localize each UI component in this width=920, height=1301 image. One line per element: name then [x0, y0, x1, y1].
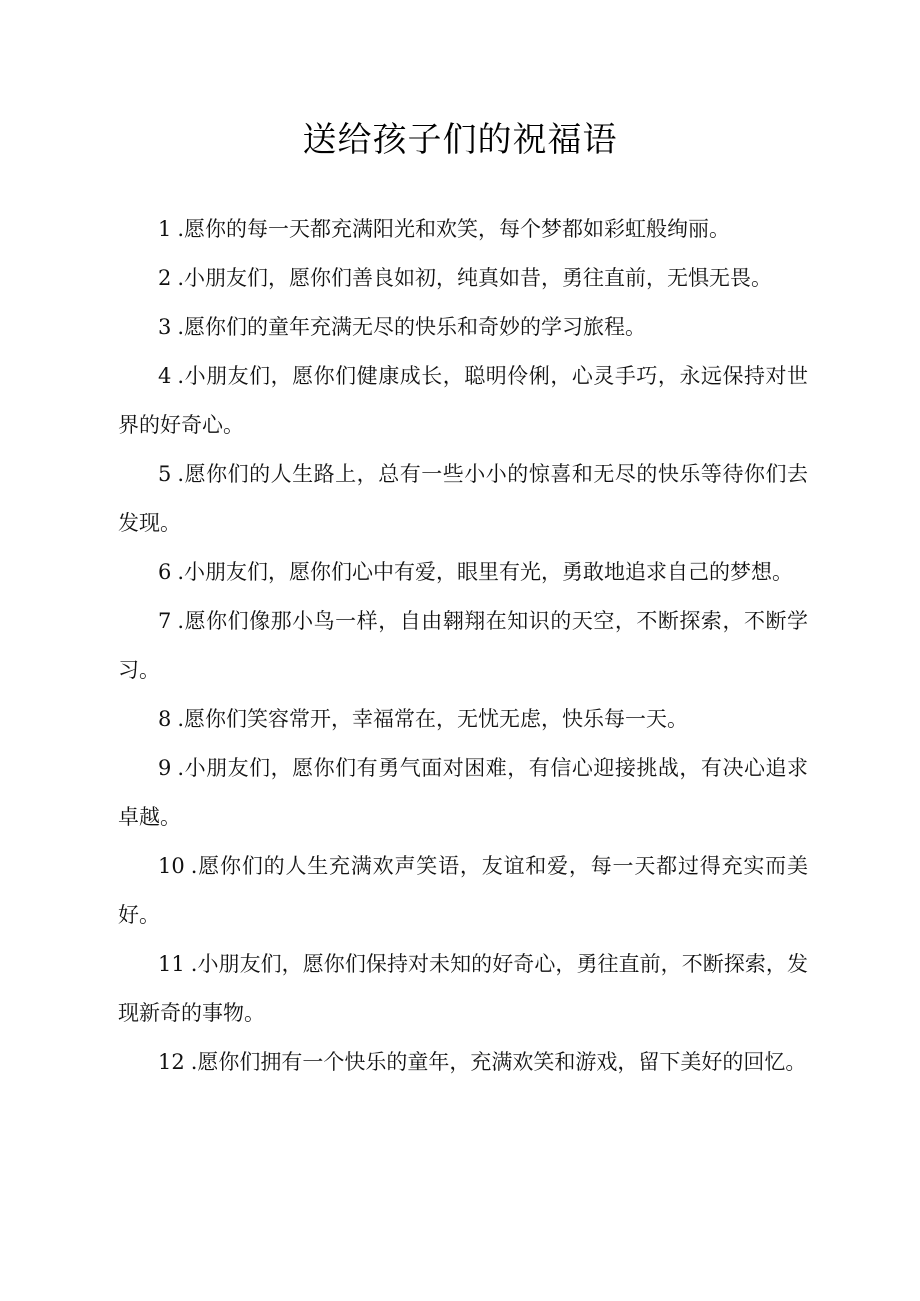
item-number: 3 [158, 315, 172, 339]
item-text: .小朋友们，愿你们保持对未知的好奇心，勇往直前，不断探索，发现新奇的事物。 [118, 952, 808, 1025]
item-number: 7 [158, 609, 172, 633]
list-item [118, 205, 808, 254]
item-number: 4 [158, 364, 172, 388]
item-number: 5 [158, 462, 172, 486]
list-item [118, 1038, 808, 1087]
list-item [118, 842, 808, 940]
list-item [118, 352, 808, 450]
item-text: .小朋友们，愿你们有勇气面对困难，有信心迎接挑战，有决心追求卓越。 [118, 756, 808, 829]
list-item [118, 450, 808, 548]
list-item [118, 254, 808, 303]
item-text: .小朋友们，愿你们健康成长，聪明伶俐，心灵手巧，永远保持对世界的好奇心。 [118, 364, 808, 437]
item-text: .愿你们拥有一个快乐的童年，充满欢笑和游戏，留下美好的回忆。 [190, 1050, 807, 1074]
item-text: .愿你们笑容常开，幸福常在，无忧无虑，快乐每一天。 [177, 707, 689, 731]
list-item [118, 548, 808, 597]
blessing-list [118, 205, 808, 1087]
item-number: 1 [158, 217, 172, 241]
list-item [118, 597, 808, 695]
item-text: .小朋友们，愿你们心中有爱，眼里有光，勇敢地追求自己的梦想。 [177, 560, 794, 584]
item-number: 9 [158, 756, 172, 780]
item-number: 11 [158, 952, 185, 976]
list-item [118, 940, 808, 1038]
item-text: .愿你们的童年充满无尽的快乐和奇妙的学习旅程。 [177, 315, 647, 339]
list-item [118, 744, 808, 842]
item-text: .愿你的每一天都充满阳光和欢笑，每个梦都如彩虹般绚丽。 [177, 217, 731, 241]
item-text: .愿你们的人生路上，总有一些小小的惊喜和无尽的快乐等待你们去发现。 [118, 462, 808, 535]
item-number: 2 [158, 266, 172, 290]
item-number: 10 [158, 854, 185, 878]
document-title: 送给孩子们的祝福语 [302, 120, 618, 160]
item-number: 8 [158, 707, 172, 731]
list-item [118, 303, 808, 352]
list-item [118, 695, 808, 744]
item-text: .小朋友们，愿你们善良如初，纯真如昔，勇往直前，无惧无畏。 [177, 266, 773, 290]
item-text: .愿你们像那小鸟一样，自由翱翔在知识的天空，不断探索，不断学习。 [118, 609, 808, 682]
item-number: 12 [158, 1050, 185, 1074]
item-number: 6 [158, 560, 172, 584]
item-text: .愿你们的人生充满欢声笑语，友谊和爱，每一天都过得充实而美好。 [118, 854, 808, 927]
